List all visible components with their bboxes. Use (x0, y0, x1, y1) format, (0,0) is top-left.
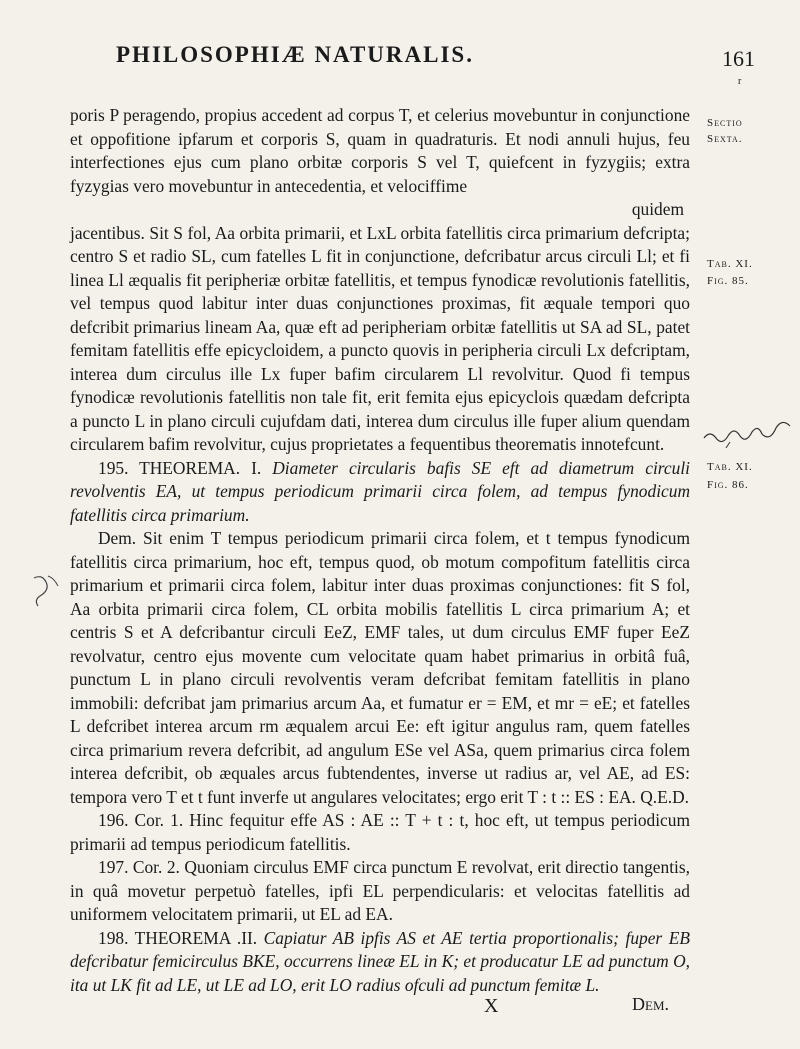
corollary-1: 196. Cor. 1. Hinc fequitur effe AS : AE :: T + t : t, hoc eft, ut tempus periodicum primarii ad tempus periodicum fatellitis. (70, 810, 690, 854)
theorem-2 (70, 927, 690, 998)
paragraph-2: jacentibus. Sit S fol, Aa orbita primarii, et LxL orbita fatellitis circa primarium defcripta; centro S et radio SL, cum fatelles L fit in conjunctione, defcribatur arcus circuli Ll; et fi linea Ll æqualis fit peripheriæ orbitæ fatellitis, et tempus fynodicæ revolutionis fatellitis, vel tempus quod labitur inter duas conjunctiones proximas, fit æquale tempori quo defcribit primarius lineam Aa, quæ eft ad peripheriam orbitæ fatellitis ut SA ad SL, patet femitam fatellitis effe epicycloidem, a puncto quovis in peripheria circuli Lx defcriptam, interea dum circulus ille Lx fuper bafim circularem Ll revolvitur. Quod fi tempus fynodicæ revolutionis fatellitis non tale fit, erit femita ejus epicyclois quædam defcripta a puncto L in plano circuli cujufdam dati, interea dum circulus ille fuper alium quendam circularem bafim revolvitur, cujus proprietates a fequentibus theorematis innotefcunt. (70, 222, 690, 454)
margin-sexta: Sexta. (707, 133, 743, 145)
page-number: 161 (722, 46, 755, 71)
catch-line: quidem (631, 199, 684, 219)
theorem-1 (70, 457, 690, 528)
theorem-2-statement: Capiatur AB ipfis AS et AE tertia proportionalis; fuper EB defcribatur femicirculus BKE, occurrens lineæ EL in K; et producatur LE ad punctum O, ita ut LK fit ad LE, ut LE ad LO, erit LO radius ofculi ad punctum femitæ L. (70, 927, 690, 995)
demonstration-1: Dem. Sit enim T tempus periodicum primarii circa folem, et t tempus fynodicum fatellitis circa primarium, hoc eft, tempus quod, ob motum compofitum fatellitis circa primarium et primarii circa folem, labitur inter duas proximas conjunctiones: fit S fol, Aa orbita primarii circa folem, CL orbita mobilis fatellitis L circa primarium A; et centris S et A defcribantur circuli EeZ, EMF tales, ut dum circulus EMF fuper EeZ revolvatur, centro ejus movente cum velocitate quam habet primarius in orbitâ fuâ, punctum L in plano circuli revolventis veram defcribat femitam fatellitis in plano immobili: defcribat jam primarius arcum Aa, et fumatur er = EM, et mr = eE; et fatelles L defcribet interea arcum rm æqualem arcui Ee: eft igitur angulus ram, quem fatelles circa primarium revera defcribit, ad angulum ESe vel ASa, quem primarius circa folem interea defcribit, ob æquales arcus fubtendentes, inverse ut radius ar, vel AE, ad ES: tempora vero T et t funt inverfe ut angulares velocitates; ergo erit T : t :: ES : EA. Q.E.D. (70, 528, 690, 807)
page-mark: r (738, 76, 742, 87)
margin-tab-2: Tab. XI. (707, 461, 753, 473)
margin-fig-2: Fig. 86. (707, 479, 749, 491)
signature-mark: X (484, 995, 499, 1017)
theorem-1-heading: 195. THEOREMA. I. (98, 457, 262, 478)
theorem-1-statement: Diameter circularis bafis SE eft ad diametrum circuli revolventis EA, ut tempus periodicum primarii circa folem, ad tempus fynodicum fatellitis circa primarium. (70, 457, 690, 525)
paragraph-1: poris P peragendo, propius accedent ad corpus T, et celerius movebuntur in conjunctione et oppofitione ipfarum et corporis S, quam in quadraturis. Et nodi annuli hujus, feu interfectiones ejus cum plano orbitæ corporis S vel T, quiefcent in fyzygiis; extra fyzygias vero movebuntur in antecedentia, et velociffime (70, 105, 690, 196)
main-text (70, 104, 690, 997)
corollary-2: 197. Cor. 2. Quoniam circulus EMF circa punctum E revolvat, erit directio tangentis, in quâ movetur perpetuò fatelles, ipfi EL perpendicularis: et velocitas fatellitis ad uniformem velocitatem primarii, ut EL ad EA. (70, 857, 690, 924)
theorem-2-heading: 198. THEOREMA .II. (98, 927, 258, 948)
handwritten-correction (28, 568, 68, 608)
margin-tab-1: Tab. XI. (707, 258, 753, 270)
handwritten-annotation (700, 412, 796, 448)
margin-fig-1: Fig. 85. (707, 275, 749, 287)
margin-section: Sectio (707, 117, 743, 129)
running-head: PHILOSOPHIÆ NATURALIS. (116, 42, 474, 67)
catchword: Dem. (632, 994, 669, 1014)
